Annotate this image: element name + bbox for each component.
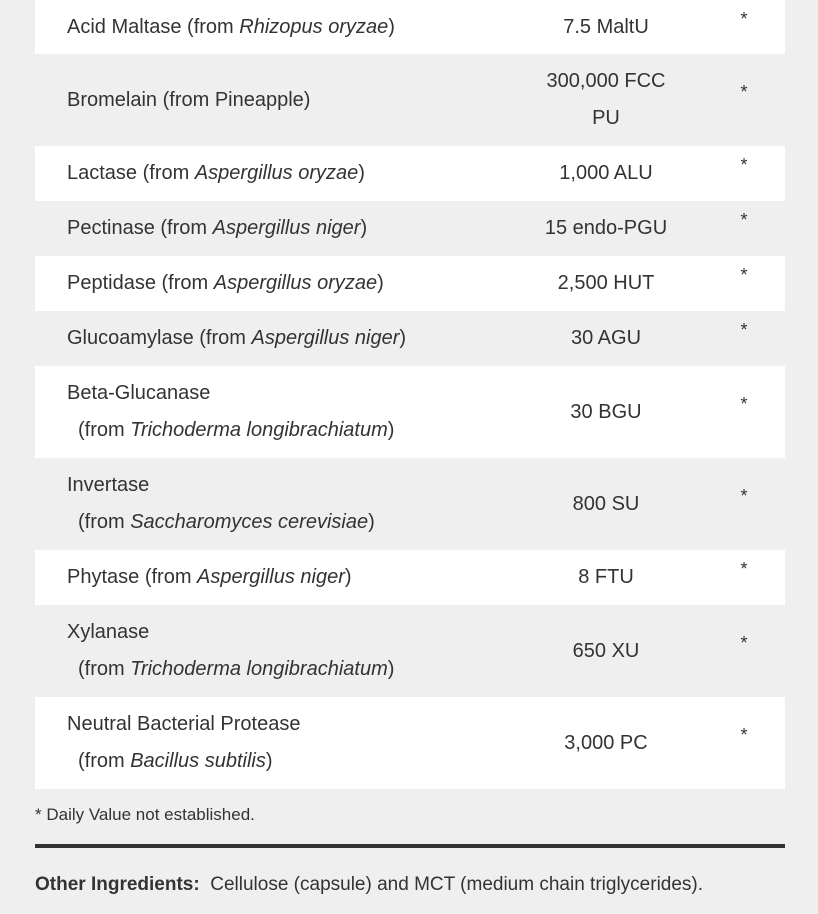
daily-value: * bbox=[713, 201, 785, 256]
daily-value: * bbox=[713, 697, 785, 789]
ingredient-amount: 1,000 ALU bbox=[499, 146, 713, 201]
ingredient-name: Pectinase (from Aspergillus niger) bbox=[35, 201, 499, 256]
ingredient-name: Acid Maltase (from Rhizopus oryzae) bbox=[35, 0, 499, 54]
daily-value: * bbox=[713, 550, 785, 605]
table-row bbox=[35, 458, 785, 550]
daily-value: * bbox=[713, 54, 785, 146]
table-row bbox=[35, 697, 785, 789]
table-row bbox=[35, 256, 785, 311]
ingredient-name: Glucoamylase (from Aspergillus niger) bbox=[35, 311, 499, 366]
ingredient-amount: 15 endo-PGU bbox=[499, 201, 713, 256]
table-row bbox=[35, 366, 785, 458]
table-row bbox=[35, 201, 785, 256]
ingredient-amount: 300,000 FCC PU bbox=[499, 54, 713, 146]
ingredient-amount: 7.5 MaltU bbox=[499, 0, 713, 54]
ingredient-amount: 800 SU bbox=[499, 458, 713, 550]
ingredient-name: Invertase (from Saccharomyces cerevisiae) bbox=[35, 458, 499, 550]
table-row bbox=[35, 54, 785, 146]
ingredient-name: Neutral Bacterial Protease (from Bacillus subtilis) bbox=[35, 697, 499, 789]
ingredient-amount: 2,500 HUT bbox=[499, 256, 713, 311]
ingredient-amount: 8 FTU bbox=[499, 550, 713, 605]
ingredient-name: Beta-Glucanase (from Trichoderma longibrachiatum) bbox=[35, 366, 499, 458]
enzyme-table bbox=[35, 0, 785, 789]
ingredient-amount: 30 AGU bbox=[499, 311, 713, 366]
ingredient-name: Peptidase (from Aspergillus oryzae) bbox=[35, 256, 499, 311]
table-row bbox=[35, 605, 785, 697]
daily-value: * bbox=[713, 146, 785, 201]
table-row bbox=[35, 146, 785, 201]
table-row bbox=[35, 0, 785, 54]
table-row bbox=[35, 550, 785, 605]
ingredient-name: Phytase (from Aspergillus niger) bbox=[35, 550, 499, 605]
daily-value: * bbox=[713, 0, 785, 54]
table-row bbox=[35, 311, 785, 366]
daily-value-footnote: * Daily Value not established. bbox=[35, 805, 255, 824]
daily-value: * bbox=[713, 256, 785, 311]
daily-value: * bbox=[713, 311, 785, 366]
ingredient-name: Xylanase (from Trichoderma longibrachiatum) bbox=[35, 605, 499, 697]
other-ingredients bbox=[35, 874, 703, 896]
ingredient-amount: 30 BGU bbox=[499, 366, 713, 458]
other-ingredients-text: Cellulose (capsule) and MCT (medium chain triglycerides). bbox=[210, 874, 704, 895]
daily-value: * bbox=[713, 366, 785, 458]
ingredient-name: Bromelain (from Pineapple) bbox=[35, 54, 499, 146]
ingredient-amount: 3,000 PC bbox=[499, 697, 713, 789]
ingredient-name: Lactase (from Aspergillus oryzae) bbox=[35, 146, 499, 201]
daily-value: * bbox=[713, 605, 785, 697]
daily-value: * bbox=[713, 458, 785, 550]
other-ingredients-label: Other Ingredients: bbox=[35, 874, 200, 895]
section-divider bbox=[35, 844, 785, 848]
ingredient-amount: 650 XU bbox=[499, 605, 713, 697]
